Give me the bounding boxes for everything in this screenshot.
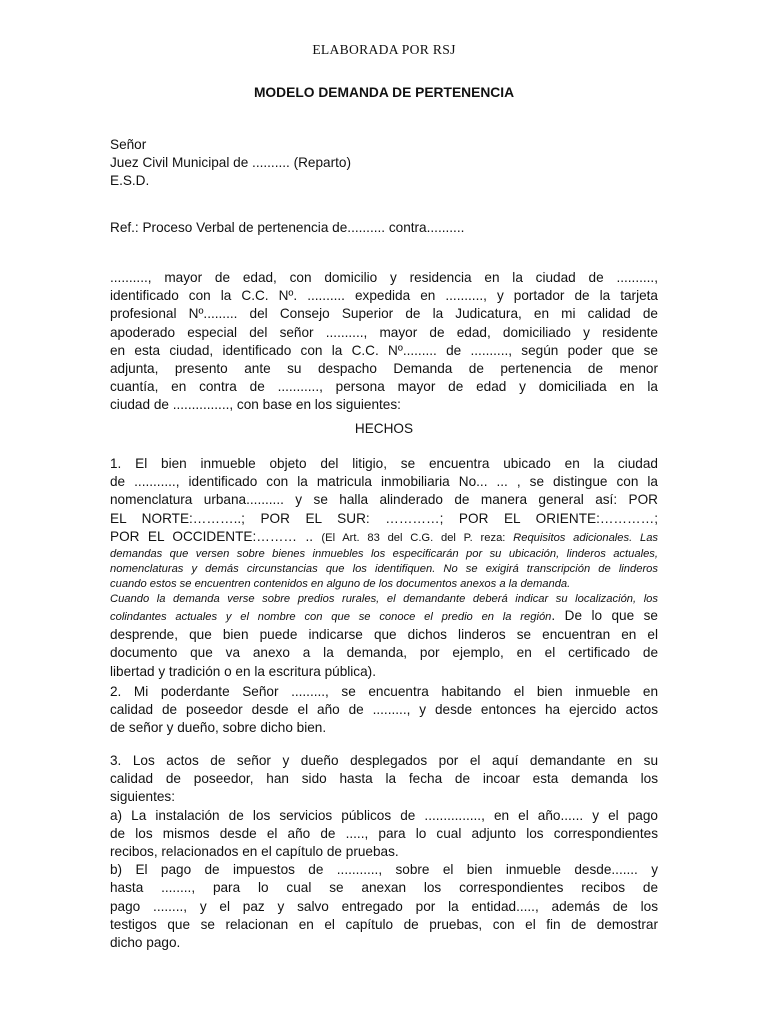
citation-line: cuando estos se encuentren contenidos en alguno de los documentos anexos a la demanda.	[110, 578, 571, 591]
fact-3	[110, 752, 658, 952]
author-line: ELABORADA POR RSJ	[312, 42, 456, 57]
paragraph-line: apoderado especial del señor .........., mayor de edad, domiciliado y residente	[110, 324, 658, 340]
paragraph-line: identificado con la C.C. Nº. .......... expedida en .........., y portador de la tarjeta	[110, 288, 658, 304]
paragraph-line: a) La instalación de los servicios públicos de ..............., en el año...... y el pago	[110, 807, 658, 823]
paragraph-line: testigos que se relacionan en el capítulo de pruebas, con el fin de demostrar	[110, 916, 658, 932]
citation-text: (El Art. 83 del C.G. del P. reza:	[321, 531, 514, 544]
paragraph-line: dicho pago.	[110, 935, 181, 951]
paragraph-line: 3. Los actos de señor y dueño desplegados por el aquí demandante en su	[110, 753, 658, 768]
addressee-block	[110, 136, 658, 191]
paragraph-line: hasta ........, para lo cual se anexan los correspondientes recibos de	[110, 880, 658, 896]
paragraph-line: cuantía, en contra de ..........., persona mayor de edad y domiciliada en la	[110, 379, 658, 395]
fact-1	[110, 455, 658, 681]
paragraph-line: 2. Mi poderdante Señor ........., se encuentra habitando el bien inmueble en	[110, 684, 658, 699]
paragraph-line: adjunta, presento ante su despacho Demanda de pertenencia de menor	[110, 361, 658, 377]
reference-text: Ref.: Proceso Verbal de pertenencia de.......... contra..........	[110, 220, 465, 235]
addressee-line: Juez Civil Municipal de .......... (Reparto)	[110, 155, 351, 171]
paragraph-line: documento que va anexo a la demanda, por ejemplo, en el certificado de	[110, 645, 658, 661]
document-title: MODELO DEMANDA DE PERTENENCIA	[253, 85, 515, 100]
paragraph-line: pago ........, y el paz y salvo entregado por la entidad....., además de los	[110, 898, 658, 914]
citation-line: Cuando la demanda verse sobre predios rurales, el demandante deberá indicar su localización, los	[110, 593, 658, 606]
paragraph-line: 1. El bien inmueble objeto del litigio, se encuentra ubicado en la ciudad	[110, 456, 658, 471]
paragraph-line	[110, 528, 658, 547]
paragraph-line: desprende, que bien puede indicarse que dichos linderos se encuentran en el	[110, 627, 658, 643]
occidente-text: POR EL OCCIDENTE:……… ..	[110, 528, 322, 544]
paragraph-line: profesional Nº......... del Consejo Superior de la Judicatura, en mi calidad de	[110, 306, 658, 322]
paragraph-line: de señor y dueño, sobre dicho bien.	[110, 720, 327, 736]
citation-line: demandas que versen sobre bienes inmuebles los especificarán por su ubicación, linderos actuales,	[110, 548, 658, 561]
paragraph-line: calidad de poseedor desde el año de ........., y desde entonces ha ejercido actos	[110, 702, 658, 718]
paragraph-line: siguientes:	[110, 789, 175, 805]
fact-2	[110, 683, 658, 738]
paragraph-line: en esta ciudad, identificado con la C.C. Nº......... de .........., según poder que se	[110, 342, 658, 358]
citation-italic: Requisitos adicionales. Las	[513, 531, 659, 544]
paragraph-line: EL NORTE:………..; POR EL SUR: …………; POR EL ORIENTE:…………;	[110, 510, 658, 526]
paragraph-line: b) El pago de impuestos de ..........., sobre el bien inmueble desde....... y	[110, 862, 658, 878]
intro-paragraph	[110, 269, 658, 415]
citation-line: nomenclaturas y demás circunstancias que los identifiquen. No se exigirá transcripción de linderos	[110, 563, 658, 576]
paragraph-line	[110, 607, 658, 626]
paragraph-line: calidad de poseedor, han sido hasta la fecha de incoar esta demanda los	[110, 771, 658, 787]
paragraph-line: de ..........., identificado con la matricula inmobiliaria No... ... , se distingue con la	[110, 474, 658, 490]
reference-line	[110, 219, 658, 237]
paragraph-line: de los mismos desde el año de ....., para lo cual adjunto los correspondientes	[110, 825, 658, 841]
paragraph-line: nomenclatura urbana.......... y se halla alinderado de manera general así: POR	[110, 492, 658, 508]
addressee-line: Señor	[110, 137, 147, 152]
citation-italic: colindantes actuales y el nombre con que se conoce el predio en la región	[110, 611, 552, 624]
hechos-heading: HECHOS	[354, 421, 414, 436]
paragraph-text: . De lo que se	[551, 608, 658, 624]
paragraph-line: recibos, relacionados en el capítulo de pruebas.	[110, 844, 399, 860]
paragraph-line: libertad y tradición o en la escritura pública).	[110, 663, 376, 679]
paragraph-line: .........., mayor de edad, con domicilio y residencia en la ciudad de ..........,	[110, 270, 658, 285]
addressee-line: E.S.D.	[110, 173, 150, 189]
paragraph-line: ciudad de ..............., con base en los siguientes:	[110, 397, 401, 413]
